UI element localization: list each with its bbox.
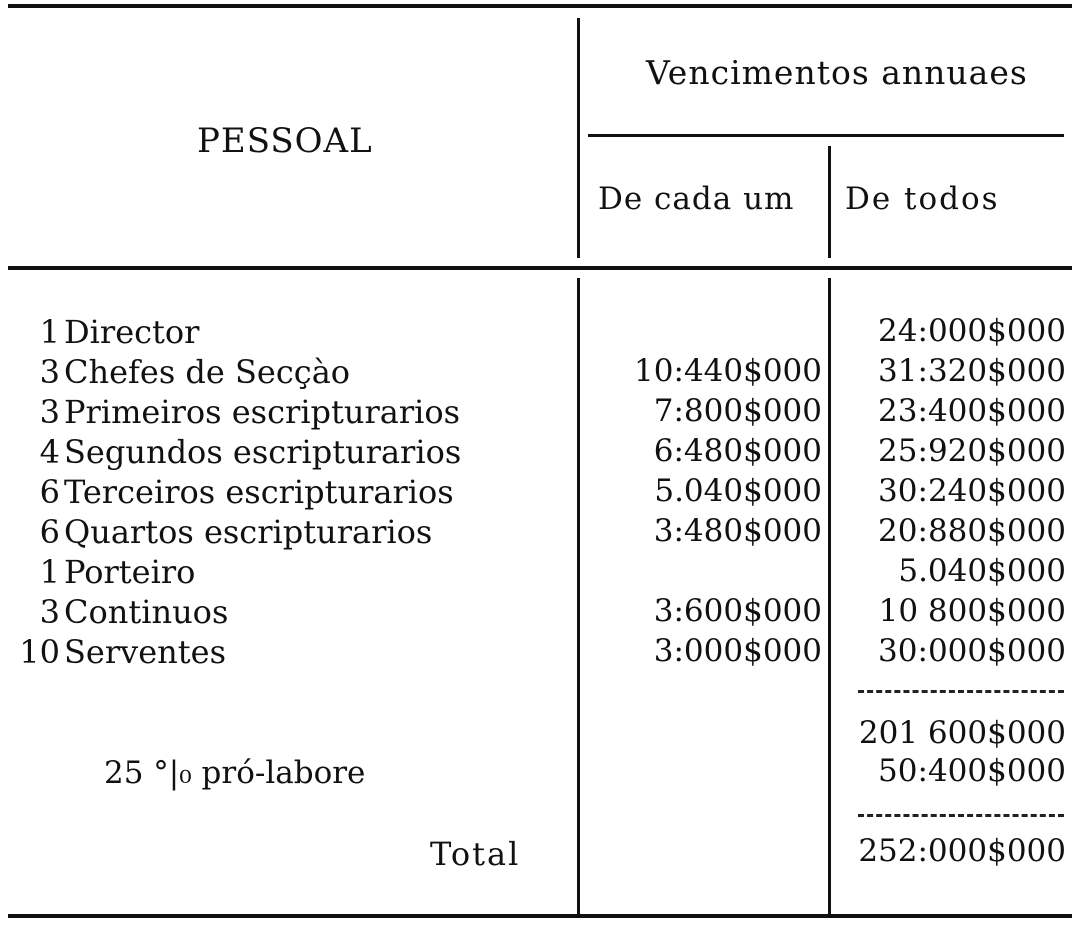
table-cell-de-todos: 30:240$000	[878, 473, 1066, 509]
table-cell-de-cada-um: 3:000$000	[653, 633, 822, 669]
column-divider-inner-bottom	[828, 278, 831, 914]
table-row-label: 1 Director	[39, 313, 200, 351]
top-rule	[8, 4, 1072, 8]
table-cell-de-todos: 10 800$000	[878, 593, 1066, 629]
subtotal-dashed-rule	[858, 690, 1064, 693]
table-cell-de-cada-um: 7:800$000	[653, 393, 822, 429]
table-cell-de-cada-um: 3:480$000	[653, 513, 822, 549]
column-divider-main-top	[577, 18, 580, 258]
column-divider-inner-top	[828, 146, 831, 258]
header-inner-rule	[588, 134, 1064, 137]
table-cell-de-todos: 31:320$000	[878, 353, 1066, 389]
table-row-label: 3 Chefes de Secçào	[39, 353, 351, 391]
de-todos-heading: De todos	[845, 181, 1000, 217]
vencimentos-heading: Vencimentos annuaes	[646, 53, 1028, 92]
total-value: 252:000$000	[858, 833, 1066, 869]
subtotal-value: 201 600$000	[858, 715, 1066, 751]
table-cell-de-cada-um: 6:480$000	[653, 433, 822, 469]
table-row-label: 3 Continuos	[39, 593, 229, 631]
total-dashed-rule	[858, 814, 1064, 817]
de-cada-um-heading: De cada um	[598, 181, 795, 217]
table-cell-de-todos: 23:400$000	[878, 393, 1066, 429]
table-cell-de-todos: 30:000$000	[878, 633, 1066, 669]
table-row-label: 10 Serventes	[19, 633, 226, 671]
table-cell-de-todos: 24:000$000	[878, 313, 1066, 349]
table-row-label: 1 Porteiro	[39, 553, 196, 591]
table-cell-de-todos: 20:880$000	[878, 513, 1066, 549]
header-bottom-rule	[8, 266, 1072, 270]
table-row-label: 6 Quartos escripturarios	[39, 513, 433, 551]
table-cell-de-todos: 25:920$000	[878, 433, 1066, 469]
total-label: Total	[430, 835, 521, 873]
table-cell-de-cada-um: 3:600$000	[653, 593, 822, 629]
table-row-label: 4 Segundos escripturarios	[39, 433, 462, 471]
table-cell-de-cada-um: 10:440$000	[634, 353, 822, 389]
table-row-label: 3 Primeiros escripturarios	[39, 393, 461, 431]
table-cell-de-cada-um: 5.040$000	[654, 473, 822, 509]
table-row-label: 6 Terceiros escripturarios	[39, 473, 454, 511]
bottom-rule	[8, 914, 1072, 918]
pro-labore-value: 50:400$000	[878, 753, 1066, 789]
pro-labore-label: 25 °|₀ pró-labore	[104, 755, 366, 791]
pessoal-heading: PESSOAL	[197, 121, 373, 161]
table-cell-de-todos: 5.040$000	[898, 553, 1066, 589]
